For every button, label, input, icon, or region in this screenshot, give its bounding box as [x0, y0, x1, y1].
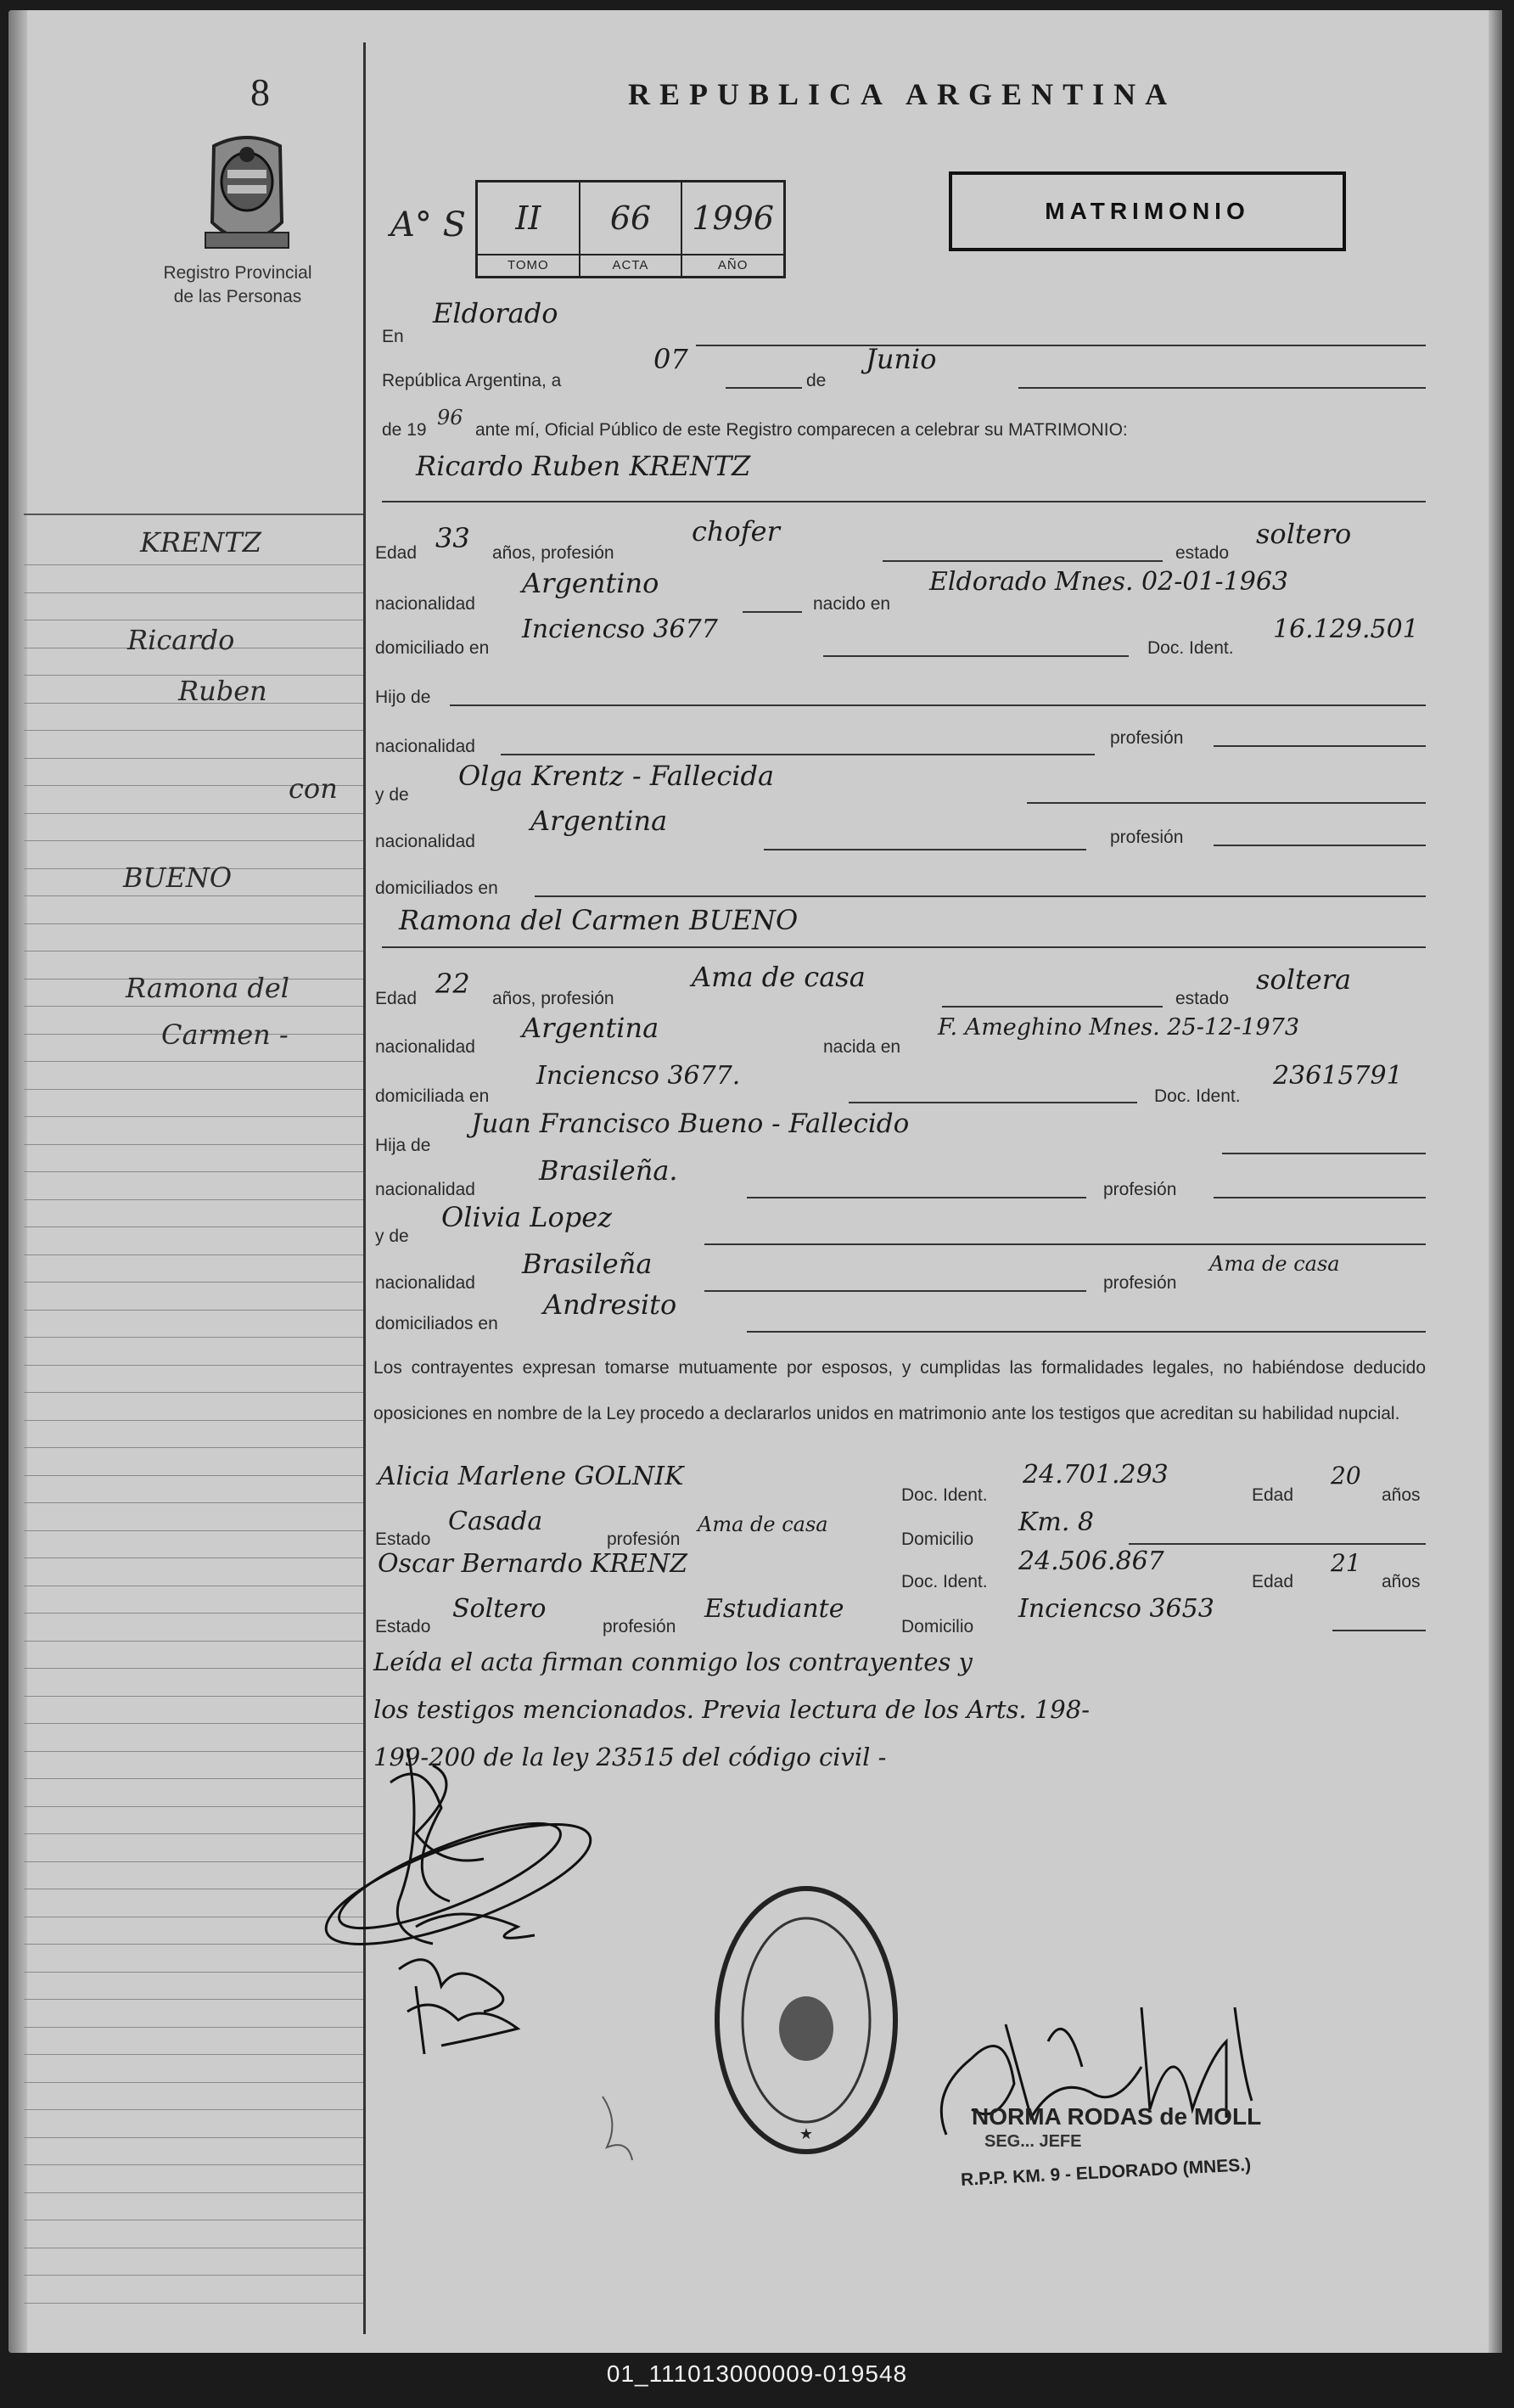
acta-label: ACTA: [580, 254, 681, 276]
official-signature-image: [921, 1990, 1277, 2160]
bride-full-name: Ramona del Carmen BUENO: [399, 904, 799, 936]
bride-mother-prof-label: profesión: [1103, 1273, 1177, 1293]
comparecen-text: ante mí, Oficial Público de este Registro comparecen a celebrar su MATRIMONIO:: [475, 420, 1128, 440]
bride-mother-nac-label: nacionalidad: [375, 1273, 475, 1293]
page-number: 8: [250, 70, 270, 114]
rule: [501, 754, 1095, 755]
month-value: Junio: [866, 343, 937, 375]
rule: [1222, 1153, 1426, 1154]
witness1-doc: 24.701.293: [1023, 1460, 1169, 1490]
witness2-domicilio: Inciencso 3653: [1018, 1594, 1214, 1624]
city-value: Eldorado: [433, 297, 558, 329]
rule: [823, 655, 1129, 657]
coat-of-arms-icon: [197, 129, 297, 261]
groom-edad-label: Edad: [375, 543, 418, 563]
bride-father: Juan Francisco Bueno - Fallecido: [471, 1109, 910, 1139]
witness2-edad: 21: [1331, 1549, 1361, 1577]
bride-estado-label: estado: [1175, 989, 1230, 1008]
signatures-image: [314, 1732, 636, 2071]
groom-dom-label: domiciliado en: [375, 638, 490, 658]
witness2-profesion-label: profesión: [603, 1617, 676, 1636]
act-type-box: [949, 171, 1346, 251]
groom-nac-label: nacionalidad: [375, 594, 475, 614]
bride-edad: 22: [435, 968, 470, 1000]
witness2-doc-label: Doc. Ident.: [901, 1572, 988, 1591]
rule: [743, 611, 802, 613]
bride-dom-label: domiciliada en: [375, 1086, 490, 1106]
margin-bride-surname: BUENO: [123, 862, 233, 894]
image-identifier: 01_111013000009-019548: [606, 2360, 908, 2387]
margin-bride-given1: Ramona del: [126, 972, 290, 1004]
bride-estado: soltera: [1256, 963, 1352, 996]
bride-domiciliados-label: domiciliados en: [375, 1314, 498, 1333]
groom-full-name: Ricardo Ruben KRENTZ: [416, 450, 751, 482]
margin-divider: [24, 514, 363, 515]
groom-profesion-label: años, profesión: [492, 543, 614, 563]
margin-groom-given1: Ricardo: [127, 624, 235, 656]
registry-caption: [153, 261, 322, 309]
year-suffix: 96: [437, 406, 463, 429]
witness1-domicilio: Km. 8: [1018, 1507, 1095, 1537]
witness1-edad-label: Edad: [1252, 1485, 1294, 1505]
bride-mother-nac: Brasileña: [522, 1248, 653, 1280]
margin-bride-given2: Carmen -: [161, 1019, 289, 1051]
groom-estado-label: estado: [1175, 543, 1230, 563]
year-prefix: de 19: [382, 420, 427, 440]
rule: [1214, 1197, 1426, 1198]
rule: [726, 387, 802, 389]
rule: [1214, 845, 1426, 846]
groom-estado: soltero: [1256, 518, 1352, 550]
groom-doc: 16.129.501: [1273, 615, 1419, 644]
initials-mark: [594, 2088, 645, 2164]
rule: [1027, 802, 1426, 804]
witness1-anos-label: años: [1382, 1485, 1421, 1505]
de-label: de: [806, 371, 827, 390]
rule: [1332, 1630, 1426, 1631]
stamp-role: SEG... JEFE: [984, 2132, 1082, 2151]
bride-edad-label: Edad: [375, 989, 418, 1008]
record-table: [475, 180, 786, 278]
witness1-estado-label: Estado: [375, 1530, 431, 1549]
ano-cell: [682, 182, 783, 276]
ano-label: AÑO: [682, 254, 783, 276]
page-edge: [1489, 10, 1502, 2353]
groom-nacido-label: nacido en: [813, 594, 891, 614]
acta-value: 66: [609, 199, 652, 237]
rule: [942, 1006, 1163, 1008]
rule: [747, 1197, 1086, 1198]
witness2-edad-label: Edad: [1252, 1572, 1294, 1591]
rule: [704, 1290, 1086, 1292]
bride-hija-label: Hija de: [375, 1136, 431, 1155]
rule: [450, 704, 1426, 706]
rule: [1018, 387, 1426, 389]
witness1-name: Alicia Marlene GOLNIK: [378, 1462, 684, 1491]
acta-cell: [580, 182, 683, 276]
groom-domiciliados-label: domiciliados en: [375, 878, 498, 898]
aso-mark: A° S: [390, 205, 467, 244]
bride-domicilio: Inciencso 3677.: [536, 1061, 741, 1091]
bride-father-prof-label: profesión: [1103, 1180, 1177, 1199]
witness1-edad: 20: [1331, 1462, 1361, 1490]
rule: [747, 1331, 1426, 1333]
act-type: MATRIMONIO: [1045, 198, 1250, 224]
witness2-estado: Soltero: [452, 1594, 547, 1624]
en-label: En: [382, 327, 404, 346]
bride-mother: Olivia Lopez: [441, 1201, 613, 1233]
bride-yde-label: y de: [375, 1226, 409, 1246]
groom-father-prof-label: profesión: [1110, 728, 1184, 748]
registry-line2: de las Personas: [173, 287, 302, 306]
bride-mother-prof: Ama de casa: [1209, 1252, 1340, 1276]
closing-line-3: 199-200 de la ley 23515 del código civil -: [373, 1743, 887, 1771]
closing-line-2: los testigos mencionados. Previa lectura de los Arts. 198-: [373, 1695, 1091, 1724]
bride-doc: 23615791: [1273, 1061, 1403, 1091]
groom-doc-label: Doc. Ident.: [1147, 638, 1234, 658]
witness1-estado: Casada: [448, 1507, 543, 1536]
book-binding: [8, 10, 27, 2353]
tomo-value: II: [515, 199, 541, 237]
svg-text:★: ★: [799, 2125, 814, 2142]
bride-nacida-en: F. Ameghino Mnes. 25-12-1973: [938, 1014, 1300, 1041]
ano-value: 1996: [692, 199, 775, 237]
groom-domicilio: Inciencso 3677: [522, 615, 718, 644]
margin-groom-surname: KRENTZ: [140, 526, 261, 558]
margin-groom-given2: Ruben: [178, 675, 267, 707]
bride-father-nac-label: nacionalidad: [375, 1180, 475, 1199]
day-value: 07: [653, 343, 688, 375]
groom-edad: 33: [435, 522, 470, 554]
rule: [849, 1102, 1137, 1103]
rule: [1214, 745, 1426, 747]
tomo-cell: [478, 182, 580, 276]
witness2-anos-label: años: [1382, 1572, 1421, 1591]
bride-nac-label: nacionalidad: [375, 1037, 475, 1057]
declaration-paragraph: Los contrayentes expresan tomarse mutuamente por esposos, y cumplidas las formalidades legales, no habiéndose deducido oposiciones en nombre de la Ley procedo a declararlos unidos en matrimonio ante los testigos que acreditan su habilidad nupcial.: [373, 1358, 1426, 1423]
rule: [764, 849, 1086, 850]
groom-mother-prof-label: profesión: [1110, 828, 1184, 847]
bride-profesion: Ama de casa: [692, 961, 866, 993]
bride-nacionalidad: Argentina: [522, 1012, 659, 1044]
official-stamp-icon: [709, 1880, 904, 2160]
witness2-doc: 24.506.867: [1018, 1546, 1164, 1576]
witness1-profesion-label: profesión: [607, 1530, 681, 1549]
bride-father-nac: Brasileña.: [539, 1154, 678, 1187]
witness2-name: Oscar Bernardo KRENZ: [378, 1549, 688, 1579]
witness1-domicilio-label: Domicilio: [901, 1530, 974, 1549]
groom-nacionalidad: Argentino: [522, 567, 659, 599]
bride-domiciliados: Andresito: [543, 1288, 677, 1321]
bride-doc-label: Doc. Ident.: [1154, 1086, 1241, 1106]
bride-nacida-label: nacida en: [823, 1037, 901, 1057]
rule: [1129, 1543, 1426, 1545]
witness1-doc-label: Doc. Ident.: [901, 1485, 988, 1505]
groom-father-nac-label: nacionalidad: [375, 737, 475, 756]
witness1-profesion: Ama de casa: [698, 1513, 828, 1536]
rule: [704, 1243, 1426, 1245]
rule: [696, 345, 1426, 346]
groom-hijo-label: Hijo de: [375, 688, 431, 707]
rule: [382, 501, 1426, 502]
groom-nacido-en: Eldorado Mnes. 02-01-1963: [929, 567, 1289, 597]
rule: [883, 560, 1163, 562]
republica-label: República Argentina, a: [382, 371, 562, 390]
rule: [535, 895, 1426, 897]
groom-mother: Olga Krentz - Fallecida: [458, 760, 775, 792]
registry-line1: Registro Provincial: [163, 263, 312, 283]
margin-con: con: [289, 772, 338, 805]
groom-mother-nac: Argentina: [530, 805, 668, 837]
document-title: REPUBLICA ARGENTINA: [628, 77, 1177, 111]
groom-mother-nac-label: nacionalidad: [375, 832, 475, 851]
stamp-office: R.P.P. KM. 9 - ELDORADO (MNES.): [960, 2155, 1252, 2190]
closing-line-1: Leída el acta firman conmigo los contrayentes y: [373, 1647, 973, 1676]
witness2-domicilio-label: Domicilio: [901, 1617, 974, 1636]
rule: [382, 946, 1426, 948]
bride-profesion-label: años, profesión: [492, 989, 614, 1008]
witness2-profesion: Estudiante: [704, 1594, 844, 1624]
groom-yde-label: y de: [375, 785, 409, 805]
stamp-name: NORMA RODAS de MOLL: [972, 2103, 1262, 2130]
groom-profesion: chofer: [692, 515, 780, 547]
tomo-label: TOMO: [478, 254, 579, 276]
witness2-estado-label: Estado: [375, 1617, 431, 1636]
